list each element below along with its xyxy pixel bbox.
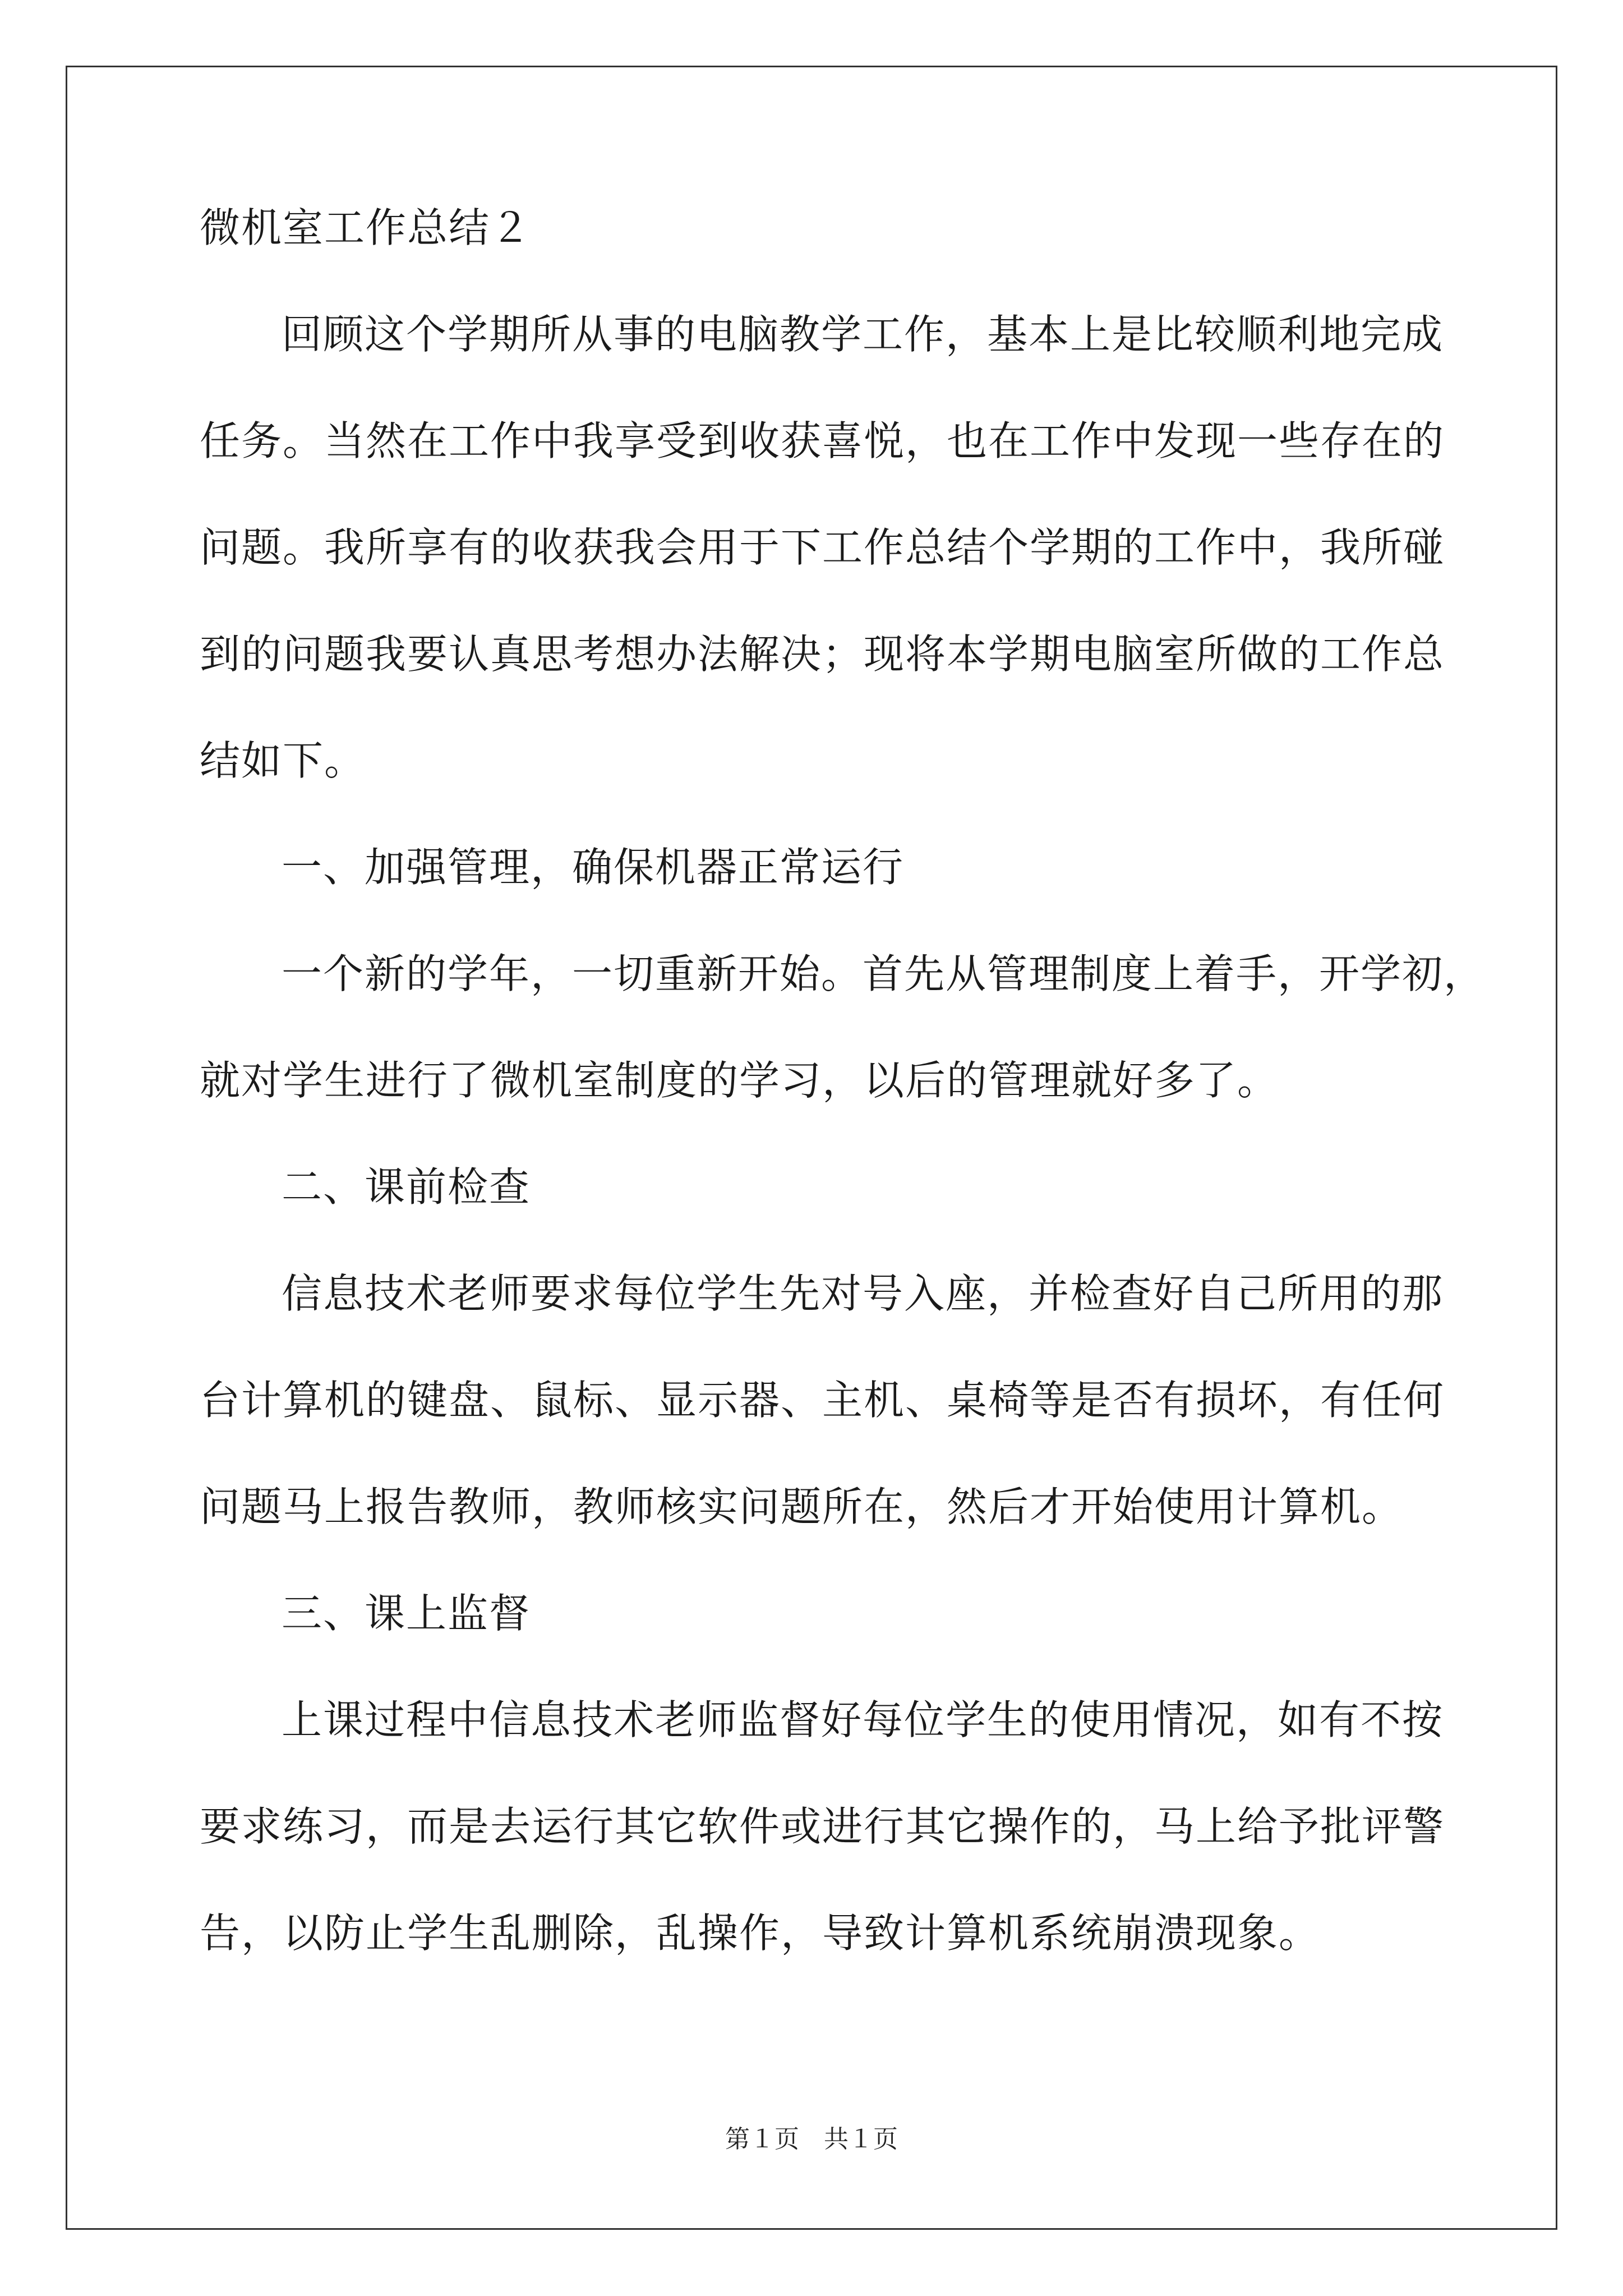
paragraph-line: 一个新的学年，一切重新开始。首先从管理制度上着手，开学初，: [282, 950, 1486, 997]
paragraph-line: 告，以防止学生乱删除，乱操作，导致计算机系统崩溃现象。: [200, 1910, 1321, 1957]
section-heading: 三、课上监督: [282, 1590, 531, 1637]
paragraph-line: 就对学生进行了微机室制度的学习，以后的管理就好多了。: [200, 1057, 1279, 1104]
paragraph-line: 任务。当然在工作中我享受到收获喜悦，也在工作中发现一些存在的: [200, 417, 1445, 464]
paragraph-line: 要求练习，而是去运行其它软件或进行其它操作的，马上给予批评警: [200, 1803, 1445, 1850]
section-heading: 二、课前检查: [282, 1163, 531, 1211]
paragraph-line: 台计算机的键盘、鼠标、显示器、主机、桌椅等是否有损坏，有任何: [200, 1377, 1445, 1424]
paragraph-line: 上课过程中信息技术老师监督好每位学生的使用情况，如有不按: [282, 1696, 1444, 1743]
page-footer: 第１页 共１页: [725, 2125, 898, 2154]
section-heading: 一、加强管理，确保机器正常运行: [282, 844, 905, 891]
paragraph-line: 回顾这个学期所从事的电脑教学工作，基本上是比较顺利地完成: [282, 311, 1444, 358]
paragraph-line: 结如下。: [200, 737, 366, 784]
paragraph-line: 信息技术老师要求每位学生先对号入座，并检查好自己所用的那: [282, 1270, 1444, 1317]
paragraph-line: 问题马上报告教师，教师核实问题所在，然后才开始使用计算机。: [200, 1483, 1404, 1530]
paragraph-line: 问题。我所享有的收获我会用于下工作总结个学期的工作中，我所碰: [200, 524, 1445, 571]
paragraph-line: 到的问题我要认真思考想办法解决；现将本学期电脑室所做的工作总: [200, 631, 1445, 678]
document-title: 微机室工作总结２: [200, 204, 532, 251]
page-border: [66, 66, 1557, 2230]
